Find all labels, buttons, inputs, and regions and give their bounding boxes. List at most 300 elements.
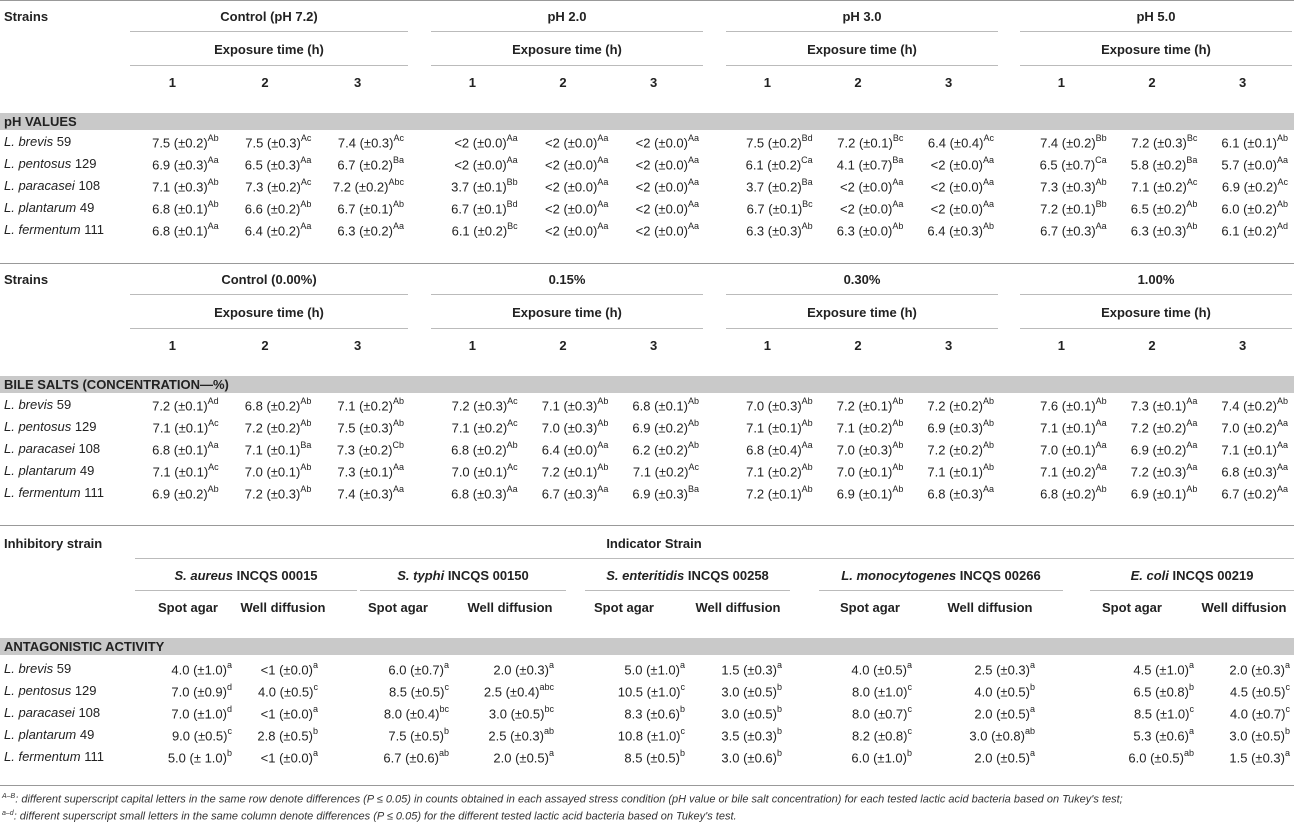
significance-letters: a	[1284, 748, 1290, 758]
indicator-organism-header: S. enteritidis INCQS 00258	[606, 568, 769, 583]
significance-letters: Aa	[597, 484, 609, 494]
table-bottom-rule	[0, 785, 1294, 786]
ph-value-cell: 5.7 $(\pm 0.0)^{Aa}$	[1221, 155, 1288, 173]
method-header: Well diffusion	[695, 600, 781, 615]
significance-letters: Bc	[802, 199, 813, 209]
significance-letters: Aa	[687, 221, 699, 231]
bile-value-cell: 7.0 $(\pm 0.2)^{Aa}$	[1221, 418, 1288, 436]
significance-letters: Ab	[982, 418, 994, 428]
significance-letters: Aa	[597, 221, 609, 231]
bile-value-cell: 7.0 $(\pm 0.3)^{Ab}$	[836, 440, 904, 458]
bile-value-cell: 7.2 $(\pm 0.2)^{Ab}$	[927, 440, 994, 458]
antag-value-cell: 5.3 $(\pm 0.6)^a$	[1133, 726, 1194, 744]
ph-group-header: pH 2.0	[547, 9, 587, 24]
bile-value-cell: 7.5 $(\pm 0.3)^{Ab}$	[337, 418, 404, 436]
significance-letters: Aa	[687, 199, 699, 209]
significance-letters: Aa	[597, 440, 609, 450]
strain-name: L. paracasei 108	[4, 705, 101, 720]
indicator-organism-header: E. coli INCQS 00219	[1130, 568, 1254, 583]
ph-band	[0, 113, 1294, 130]
significance-letters: Aa	[1186, 462, 1198, 472]
significance-letters: Aa	[1095, 462, 1107, 472]
significance-letters: Aa	[687, 177, 699, 187]
bile-time-header: 2	[559, 338, 567, 353]
significance-letters: c	[227, 726, 232, 736]
bile-value-cell: 6.8 $(\pm 0.1)^{Aa}$	[152, 440, 219, 458]
antag-value-cell: 8.3 $(\pm 0.6)^b$	[624, 704, 685, 722]
antag-value-cell: 4.0 $(\pm 0.5)^a$	[851, 660, 912, 678]
antag-value-cell: 3.0 $(\pm 0.5)^b$	[721, 682, 782, 700]
ph-value-cell: 3.7 $(\pm 0.1)^{Bb}$	[451, 177, 518, 195]
antag-top-rule	[0, 525, 1294, 526]
significance-letters: Aa	[506, 155, 518, 165]
antag-value-cell: 4.5 $(\pm 1.0)^a$	[1133, 660, 1194, 678]
antag-value-cell: <1 $(\pm 0.0)^a$	[260, 748, 318, 766]
method-header: Spot agar	[594, 600, 654, 615]
significance-letters: Aa	[687, 155, 699, 165]
ph-value-cell: <2 $(\pm 0.0)^{Aa}$	[840, 177, 904, 195]
ph-value-cell: 7.4 $(\pm 0.3)^{Ac}$	[337, 133, 404, 151]
strain-name: L. brevis 59	[4, 134, 72, 149]
ph-value-cell: <2 $(\pm 0.0)^{Aa}$	[545, 221, 609, 239]
ph-value-cell: 6.5 $(\pm 0.2)^{Ab}$	[1130, 199, 1198, 217]
significance-letters: Aa	[1276, 462, 1288, 472]
significance-letters: Aa	[392, 484, 404, 494]
ph-strains-header: Strains	[4, 9, 49, 24]
ph-value-cell: <2 $(\pm 0.0)^{Aa}$	[454, 133, 518, 151]
significance-letters: Aa	[597, 177, 609, 187]
strain-name: L. paracasei 108	[4, 441, 101, 456]
bile-value-cell: 7.0 $(\pm 0.3)^{Ab}$	[746, 396, 813, 414]
significance-letters: a	[1029, 704, 1035, 714]
strain-name: L. pentosus 129	[4, 419, 97, 434]
antag-value-cell: 2.5 $(\pm 0.4)^{abc}$	[483, 682, 554, 700]
bile-value-cell: 7.1 $(\pm 0.2)^{Aa}$	[1040, 462, 1107, 480]
significance-letters: Ab	[801, 418, 813, 428]
significance-letters: abc	[539, 682, 554, 692]
significance-letters: Aa	[687, 133, 699, 143]
bile-value-cell: 6.9 $(\pm 0.3)^{Ba}$	[632, 484, 699, 502]
bile-value-cell: 6.7 $(\pm 0.2)^{Aa}$	[1221, 484, 1288, 502]
bile-value-cell: 6.8 $(\pm 0.2)^{Ab}$	[244, 396, 312, 414]
bile-value-cell: 7.2 $(\pm 0.2)^{Aa}$	[1130, 418, 1198, 436]
inhibitory-strain-header: Inhibitory strain	[4, 536, 103, 551]
significance-letters: Ca	[1095, 155, 1107, 165]
ph-exposure-label: Exposure time (h)	[512, 42, 622, 57]
strain-name: L. pentosus 129	[4, 156, 97, 171]
significance-letters: Bd	[506, 199, 518, 209]
bile-time-header: 2	[261, 338, 269, 353]
ph-value-cell: 6.1 $(\pm 0.2)^{Bc}$	[451, 221, 518, 239]
organism-rule	[819, 590, 1063, 591]
bile-value-cell: 7.1 $(\pm 0.2)^{Ab}$	[337, 396, 404, 414]
antag-value-cell: 6.0 $(\pm 0.7)^a$	[388, 660, 449, 678]
antag-value-cell: 5.0 (± 1.0)$^b$	[167, 748, 232, 766]
significance-letters: a	[312, 704, 318, 714]
significance-letters: Bb	[506, 177, 518, 187]
organism-rule	[585, 590, 790, 591]
significance-letters: Aa	[1186, 418, 1198, 428]
ph-value-cell: 6.7 $(\pm 0.3)^{Aa}$	[1040, 221, 1107, 239]
significance-letters: b	[679, 704, 685, 714]
ph-value-cell: 6.7 $(\pm 0.1)^{Bd}$	[451, 199, 518, 217]
bile-time-header: 1	[168, 338, 176, 353]
ph-value-cell: 6.0 $(\pm 0.2)^{Ab}$	[1221, 199, 1288, 217]
significance-letters: Aa	[1095, 221, 1107, 231]
ph-value-cell: <2 $(\pm 0.0)^{Aa}$	[635, 199, 699, 217]
antag-value-cell: 2.0 $(\pm 0.5)^a$	[493, 748, 554, 766]
significance-letters: Aa	[597, 155, 609, 165]
significance-letters: Ab	[1095, 484, 1107, 494]
bile-value-cell: 7.4 $(\pm 0.3)^{Aa}$	[337, 484, 404, 502]
significance-letters: Ac	[983, 133, 994, 143]
strain-name: L. brevis 59	[4, 661, 72, 676]
ph-value-cell: <2 $(\pm 0.0)^{Aa}$	[545, 133, 609, 151]
bile-group-rule	[431, 294, 703, 295]
significance-letters: Bb	[1095, 199, 1107, 209]
bile-value-cell: 6.8 $(\pm 0.3)^{Aa}$	[451, 484, 518, 502]
strain-name: L. fermentum 111	[4, 485, 104, 500]
antag-value-cell: 2.0 $(\pm 0.5)^a$	[974, 704, 1035, 722]
significance-letters: Ab	[801, 462, 813, 472]
significance-letters: Ac	[1277, 177, 1288, 187]
significance-letters: Aa	[1276, 440, 1288, 450]
significance-letters: Ab	[1095, 177, 1107, 187]
bile-time-header: 1	[1057, 338, 1065, 353]
bile-value-cell: 6.9 $(\pm 0.2)^{Ab}$	[632, 418, 699, 436]
ph-time-header: 3	[945, 75, 953, 90]
bile-value-cell: 7.2 $(\pm 0.1)^{Ab}$	[746, 484, 813, 502]
ph-value-cell: 7.3 $(\pm 0.2)^{Ac}$	[245, 177, 312, 195]
significance-letters: b	[312, 726, 318, 736]
ph-value-cell: 7.2 $(\pm 0.2)^{Abc}$	[332, 177, 404, 195]
bile-time-header: 3	[354, 338, 362, 353]
antag-value-cell: <1 $(\pm 0.0)^a$	[260, 704, 318, 722]
antag-value-cell: 6.5 $(\pm 0.8)^b$	[1133, 682, 1194, 700]
bile-exposure-rule	[726, 328, 998, 329]
bile-value-cell: 7.2 $(\pm 0.1)^{Ab}$	[836, 396, 904, 414]
ph-group-rule	[431, 31, 703, 32]
antag-value-cell: 4.0 $(\pm 0.7)^c$	[1229, 704, 1290, 722]
organism-rule	[360, 590, 566, 591]
method-header: Well diffusion	[947, 600, 1033, 615]
significance-letters: Aa	[300, 221, 312, 231]
significance-letters: Aa	[597, 199, 609, 209]
bile-value-cell: 7.2 $(\pm 0.1)^{Ad}$	[152, 396, 219, 414]
significance-letters: a	[548, 748, 554, 758]
ph-value-cell: 7.5 $(\pm 0.3)^{Ac}$	[245, 133, 312, 151]
strain-name: L. fermentum 111	[4, 222, 104, 237]
ph-exposure-label: Exposure time (h)	[1101, 42, 1211, 57]
significance-letters: Aa	[392, 462, 404, 472]
ph-group-header: pH 5.0	[1136, 9, 1176, 24]
ph-time-header: 3	[650, 75, 658, 90]
significance-letters: Ab	[392, 199, 404, 209]
bile-value-cell: 7.6 $(\pm 0.1)^{Ab}$	[1040, 396, 1107, 414]
ph-value-cell: 6.7 $(\pm 0.1)^{Bc}$	[746, 199, 813, 217]
significance-letters: Ba	[687, 484, 699, 494]
antag-value-cell: 5.0 $(\pm 1.0)^a$	[624, 660, 685, 678]
ph-time-header: 1	[168, 75, 176, 90]
ph-exposure-label: Exposure time (h)	[807, 42, 917, 57]
footnote-text: : different superscript small letters in the same column denote differences (P ≤ 0.05) for the different tested lactic acid bacteria based on Tukey's test.	[13, 810, 737, 823]
footnote	[2, 793, 1123, 806]
significance-letters: Ab	[300, 418, 312, 428]
significance-letters: Aa	[1276, 155, 1288, 165]
significance-letters: ab	[1183, 748, 1194, 758]
bile-value-cell: 7.2 $(\pm 0.2)^{Ab}$	[927, 396, 994, 414]
significance-letters: c	[907, 704, 912, 714]
significance-letters: Ac	[393, 133, 404, 143]
ph-value-cell: 6.3 $(\pm 0.3)^{Ab}$	[1130, 221, 1198, 239]
significance-letters: Ab	[207, 199, 219, 209]
footnote-text: : different superscript capital letters in the same row denote differences (P ≤ 0.05) in counts obtained in each assayed stress condition (pH value or bile salt concentration) for each tested lactic acid bacteria based on Tukey's test;	[15, 793, 1123, 806]
method-header: Well diffusion	[1201, 600, 1287, 615]
bile-value-cell: 6.7 $(\pm 0.3)^{Aa}$	[541, 484, 609, 502]
antag-value-cell: 7.0 $(\pm 1.0)^d$	[171, 704, 232, 722]
method-header: Spot agar	[368, 600, 428, 615]
ph-exposure-rule	[130, 65, 408, 66]
antag-value-cell: 4.0 $(\pm 1.0)^a$	[171, 660, 232, 678]
ph-exposure-label: Exposure time (h)	[214, 42, 324, 57]
significance-letters: Ca	[801, 155, 813, 165]
bile-exposure-rule	[1020, 328, 1292, 329]
significance-letters: c	[1285, 704, 1290, 714]
significance-letters: Ac	[507, 418, 518, 428]
antag-value-cell: 8.5 $(\pm 0.5)^c$	[388, 682, 449, 700]
bile-value-cell: 7.1 $(\pm 0.1)^{Aa}$	[1221, 440, 1288, 458]
significance-letters: Aa	[1276, 418, 1288, 428]
method-header: Spot agar	[1102, 600, 1162, 615]
bile-exposure-label: Exposure time (h)	[807, 305, 917, 320]
significance-letters: a	[1188, 660, 1194, 670]
bile-value-cell: 7.0 $(\pm 0.1)^{Ab}$	[836, 462, 904, 480]
significance-letters: Ab	[300, 396, 312, 406]
ph-value-cell: <2 $(\pm 0.0)^{Aa}$	[840, 199, 904, 217]
ph-value-cell: 7.2 $(\pm 0.1)^{Bc}$	[837, 133, 904, 151]
significance-letters: b	[1029, 682, 1035, 692]
ph-value-cell: 7.1 $(\pm 0.2)^{Ac}$	[1131, 177, 1198, 195]
significance-letters: b	[776, 704, 782, 714]
significance-letters: Aa	[892, 177, 904, 187]
bile-group-header: 1.00%	[1137, 272, 1175, 287]
bile-group-header: Control (0.00%)	[221, 272, 317, 287]
ph-group-rule	[726, 31, 998, 32]
ph-value-cell: 5.8 $(\pm 0.2)^{Ba}$	[1130, 155, 1198, 173]
ph-time-header: 2	[261, 75, 269, 90]
ph-value-cell: <2 $(\pm 0.0)^{Aa}$	[635, 133, 699, 151]
significance-letters: Ac	[300, 133, 312, 143]
bile-value-cell: 6.4 $(\pm 0.0)^{Aa}$	[541, 440, 609, 458]
significance-letters: Ad	[207, 396, 219, 406]
ph-time-header: 3	[1239, 75, 1247, 90]
bile-group-rule	[726, 294, 998, 295]
significance-letters: Ba	[892, 155, 904, 165]
bile-value-cell: 7.1 $(\pm 0.1)^{Ab}$	[746, 418, 813, 436]
ph-value-cell: 6.4 $(\pm 0.4)^{Ac}$	[927, 133, 994, 151]
antag-value-cell: 4.5 $(\pm 0.5)^c$	[1229, 682, 1290, 700]
antag-value-cell: 8.0 $(\pm 0.7)^c$	[851, 704, 912, 722]
significance-letters: Ab	[982, 396, 994, 406]
ph-top-rule	[0, 0, 1294, 1]
significance-letters: a	[776, 660, 782, 670]
antag-value-cell: 4.0 $(\pm 0.5)^c$	[257, 682, 318, 700]
antag-value-cell: 2.5 $(\pm 0.3)^a$	[974, 660, 1035, 678]
ph-group-header: Control (pH 7.2)	[220, 9, 318, 24]
significance-letters: Ac	[688, 462, 699, 472]
bile-value-cell: 7.0 $(\pm 0.3)^{Ab}$	[541, 418, 609, 436]
ph-time-header: 1	[468, 75, 476, 90]
ph-time-header: 2	[559, 75, 567, 90]
significance-letters: c	[907, 682, 912, 692]
ph-band-label: pH VALUES	[4, 114, 77, 129]
strain-name: L. pentosus 129	[4, 683, 97, 698]
ph-value-cell: 6.5 $(\pm 0.3)^{Aa}$	[244, 155, 312, 173]
significance-letters: a	[1284, 660, 1290, 670]
significance-letters: c	[1189, 704, 1194, 714]
antag-value-cell: 6.0 $(\pm 1.0)^b$	[851, 748, 912, 766]
significance-letters: a	[312, 748, 318, 758]
antag-value-cell: 2.0 $(\pm 0.3)^a$	[1229, 660, 1290, 678]
antag-value-cell: 7.5 $(\pm 0.5)^b$	[388, 726, 449, 744]
bile-time-header: 2	[1148, 338, 1156, 353]
ph-value-cell: <2 $(\pm 0.0)^{Aa}$	[454, 155, 518, 173]
significance-letters: Aa	[1186, 440, 1198, 450]
bile-value-cell: 6.9 $(\pm 0.3)^{Ab}$	[927, 418, 994, 436]
significance-letters: Ab	[1186, 484, 1198, 494]
significance-letters: Ab	[892, 396, 904, 406]
ph-value-cell: 7.5 $(\pm 0.2)^{Ab}$	[152, 133, 219, 151]
bile-group-rule	[1020, 294, 1292, 295]
significance-letters: a	[1029, 748, 1035, 758]
significance-letters: Ab	[801, 396, 813, 406]
significance-letters: Ac	[507, 462, 518, 472]
antag-value-cell: 3.0 $(\pm 0.5)^{bc}$	[488, 704, 554, 722]
strain-name: L. plantarum 49	[4, 727, 95, 742]
significance-letters: Ab	[597, 418, 609, 428]
significance-letters: Abc	[388, 177, 404, 187]
significance-letters: Ab	[207, 133, 219, 143]
ph-value-cell: 7.1 $(\pm 0.3)^{Ab}$	[152, 177, 219, 195]
significance-letters: Ab	[597, 462, 609, 472]
significance-letters: Ab	[982, 440, 994, 450]
bile-value-cell: 6.9 $(\pm 0.1)^{Ab}$	[836, 484, 904, 502]
significance-letters: Ab	[892, 221, 904, 231]
ph-value-cell: 7.4 $(\pm 0.2)^{Bb}$	[1040, 133, 1107, 151]
antag-value-cell: 10.5 $(\pm 1.0)^c$	[617, 682, 685, 700]
significance-letters: c	[680, 682, 685, 692]
bile-exposure-label: Exposure time (h)	[1101, 305, 1211, 320]
ph-value-cell: 4.1 $(\pm 0.7)^{Ba}$	[836, 155, 904, 173]
significance-letters: c	[680, 726, 685, 736]
ph-value-cell: 7.5 $(\pm 0.2)^{Bd}$	[746, 133, 813, 151]
significance-letters: bc	[439, 704, 449, 714]
bile-group-header: 0.30%	[843, 272, 881, 287]
bile-value-cell: 6.8 $(\pm 0.3)^{Aa}$	[927, 484, 994, 502]
significance-letters: b	[1188, 682, 1194, 692]
ph-time-header: 3	[354, 75, 362, 90]
antag-value-cell: 4.0 $(\pm 0.5)^b$	[974, 682, 1035, 700]
significance-letters: Ab	[1276, 396, 1288, 406]
bile-exposure-rule	[130, 328, 408, 329]
significance-letters: Cb	[392, 440, 404, 450]
significance-letters: Aa	[801, 440, 813, 450]
significance-letters: Ab	[597, 396, 609, 406]
ph-value-cell: 6.3 $(\pm 0.0)^{Ab}$	[836, 221, 904, 239]
ph-value-cell: <2 $(\pm 0.0)^{Aa}$	[545, 155, 609, 173]
antag-value-cell: 3.0 $(\pm 0.5)^b$	[721, 704, 782, 722]
significance-letters: b	[443, 726, 449, 736]
ph-time-header: 2	[854, 75, 862, 90]
bile-value-cell: 6.9 $(\pm 0.2)^{Ab}$	[152, 484, 219, 502]
bile-time-header: 2	[854, 338, 862, 353]
antag-value-cell: 2.0 $(\pm 0.3)^a$	[493, 660, 554, 678]
ph-value-cell: <2 $(\pm 0.0)^{Aa}$	[930, 177, 994, 195]
significance-letters: Aa	[982, 484, 994, 494]
significance-letters: Aa	[207, 440, 219, 450]
ph-exposure-rule	[431, 65, 703, 66]
bile-value-cell: 7.0 $(\pm 0.1)^{Ab}$	[244, 462, 312, 480]
significance-letters: Ad	[1276, 221, 1288, 231]
ph-value-cell: 6.9 $(\pm 0.2)^{Ac}$	[1221, 177, 1288, 195]
ph-time-header: 1	[763, 75, 771, 90]
significance-letters: d	[226, 704, 232, 714]
bile-value-cell: 7.2 $(\pm 0.2)^{Ab}$	[244, 418, 312, 436]
antag-value-cell: 8.0 $(\pm 0.4)^{bc}$	[383, 704, 449, 722]
indicator-organism-header: L. monocytogenes INCQS 00266	[841, 568, 1041, 583]
ph-value-cell: <2 $(\pm 0.0)^{Aa}$	[545, 199, 609, 217]
strain-name: L. plantarum 49	[4, 463, 95, 478]
antag-value-cell: 10.8 $(\pm 1.0)^c$	[617, 726, 685, 744]
ph-value-cell: 6.9 $(\pm 0.3)^{Aa}$	[152, 155, 219, 173]
significance-letters: Aa	[1095, 418, 1107, 428]
bile-time-header: 1	[468, 338, 476, 353]
organism-rule	[135, 590, 357, 591]
ph-value-cell: 7.3 $(\pm 0.3)^{Ab}$	[1040, 177, 1107, 195]
bile-top-rule	[0, 263, 1294, 264]
ph-value-cell: 6.7 $(\pm 0.1)^{Ab}$	[337, 199, 404, 217]
significance-letters: Ab	[892, 418, 904, 428]
antag-value-cell: <1 $(\pm 0.0)^a$	[260, 660, 318, 678]
footnote-marker: A–B	[2, 793, 16, 800]
antag-value-cell: 8.2 $(\pm 0.8)^c$	[851, 726, 912, 744]
antag-value-cell: 1.5 $(\pm 0.3)^a$	[721, 660, 782, 678]
footnote	[2, 810, 737, 823]
bile-value-cell: 7.1 $(\pm 0.2)^{Ab}$	[836, 418, 904, 436]
significance-letters: b	[1284, 726, 1290, 736]
significance-letters: Ab	[1095, 396, 1107, 406]
significance-letters: Ab	[506, 440, 518, 450]
significance-letters: c	[1285, 682, 1290, 692]
bile-value-cell: 6.8 $(\pm 0.1)^{Ab}$	[632, 396, 699, 414]
bile-value-cell: 7.4 $(\pm 0.2)^{Ab}$	[1221, 396, 1288, 414]
significance-letters: b	[776, 682, 782, 692]
ph-value-cell: <2 $(\pm 0.0)^{Aa}$	[545, 177, 609, 195]
significance-letters: b	[679, 748, 685, 758]
bile-exposure-rule	[431, 328, 703, 329]
ph-value-cell: 6.3 $(\pm 0.3)^{Ab}$	[746, 221, 813, 239]
strain-name: L. paracasei 108	[4, 178, 101, 193]
ph-value-cell: 7.2 $(\pm 0.1)^{Bb}$	[1040, 199, 1107, 217]
ph-time-header: 2	[1148, 75, 1156, 90]
antag-value-cell: 3.0 $(\pm 0.8)^{ab}$	[969, 726, 1035, 744]
bile-exposure-label: Exposure time (h)	[214, 305, 324, 320]
antag-value-cell: 3.0 $(\pm 0.6)^b$	[721, 748, 782, 766]
significance-letters: Ab	[1276, 199, 1288, 209]
significance-letters: Ab	[392, 396, 404, 406]
bile-group-rule	[130, 294, 408, 295]
strain-name: L. brevis 59	[4, 397, 72, 412]
